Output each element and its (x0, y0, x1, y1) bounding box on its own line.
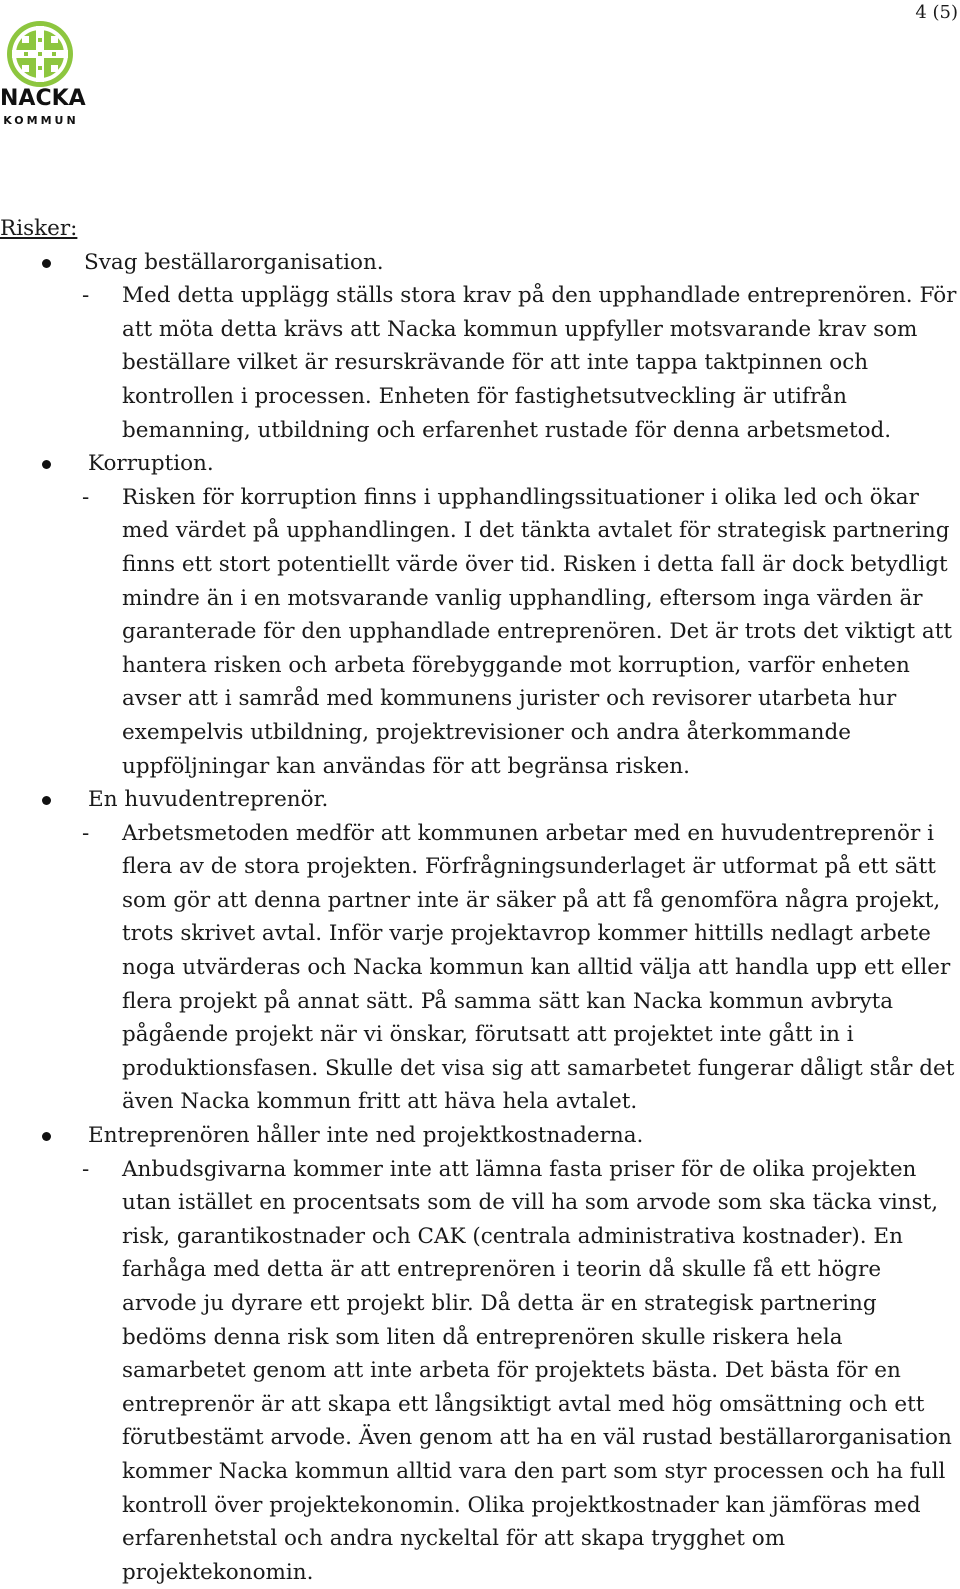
dash-icon: - (82, 1156, 90, 1182)
bullet-icon (42, 460, 51, 469)
dash-icon: - (82, 283, 90, 309)
bullet-item (0, 783, 958, 817)
bullet-text: Svag beställarorganisation. (84, 249, 384, 275)
paragraph-text: Arbetsmetoden medför att kommunen arbetar med en huvudentreprenör i flera av de stora projekten. Förfrågningsunderlaget är utformat på ett sätt som gör att denna partner inte är säker på att få genomföra några projekt, trots skrivet avtal. Inför varje projektavrop kommer hittills nedlagt arbete noga utvärderas och Nacka kommun kan alltid välja att handla upp ett eller flera projekt på annat sätt. På samma sätt kan Nacka kommun avbryta pågående projekt när vi önskar, förutsatt att projektet inte gått in i produktionsfasen. Skulle det visa sig att samarbetet fungerar dåligt står det även Nacka kommun fritt att häva hela avtalet. (122, 820, 955, 1115)
bullet-text: Entreprenören håller inte ned projektkostnaderna. (88, 1123, 644, 1149)
bullet-icon (42, 796, 51, 805)
heading: Risker: (0, 216, 78, 241)
bullet-icon (42, 259, 51, 268)
paragraph-text: Med detta upplägg ställs stora krav på den upphandlade entreprenören. För att möta detta krävs att Nacka kommun uppfyller motsvarande krav som beställare vilket är resurskrävande för att inte tappa taktpinnen och kontrollen i processen. Enheten för fastighetsutveckling är utifrån bemanning, utbildning och erfarenhet rustade för denna arbetsmetod. (122, 283, 957, 443)
dash-paragraph (0, 279, 958, 447)
logo-name: NACKA (0, 86, 86, 111)
logo-sub: KOMMUN (3, 114, 79, 127)
document-body (0, 212, 958, 1589)
dash-icon: - (82, 484, 90, 510)
paragraph-text: Anbudsgivarna kommer inte att lämna fasta priser för de olika projekten utan istället en procentsats som de vill ha som arvode som ska täcka vinst, risk, garantikostnader och CAK (centrala administrativa kostnader). En farhåga med detta är att entreprenören i teorin då skulle få ett högre arvode ju dyrare ett projekt blir. Då detta är en strategisk partnering bedöms denna risk som liten då entreprenören skulle riskera hela samarbetet genom att inte arbeta för projektets bästa. Det bästa för en entreprenör är att skapa ett långsiktigt avtal med hög omsättning och ett förutbestämt arvode. Även genom att ha en väl rustad beställarorganisation kommer Nacka kommun alltid vara den part som styr processen och ha full kontroll över projektekonomin. Olika projektkostnader kan jämföras med erfarenhetstal och andra nyckeltal för att skapa trygghet om projektekonomin. (122, 1156, 952, 1585)
bullet-item (0, 447, 958, 481)
dash-paragraph (0, 817, 958, 1119)
paragraph-text: Risken för korruption finns i upphandlingssituationer i olika led och ökar med värdet på upphandlingen. I det tänkta avtalet för strategisk partnering finns ett stort potentiellt värde över tid. Risken i detta fall är dock betydligt mindre än i en motsvarande vanlig upphandling, eftersom inga värden är garanterade för den upphandlade entreprenören. Det är trots det viktigt att hantera risken och arbeta förebyggande mot korruption, varför enheten avser att i samråd med kommunens jurister och revisorer utarbeta hur exempelvis utbildning, projektrevisioner och andra återkommande uppföljningar kan användas för att begränsa risken. (122, 484, 953, 779)
bullet-icon (42, 1132, 51, 1141)
bullet-text: En huvudentreprenör. (88, 787, 329, 813)
page-number: 4 (5) (915, 2, 958, 23)
dash-paragraph (0, 1153, 958, 1589)
bullet-text: Korruption. (88, 451, 214, 477)
dash-icon: - (82, 820, 90, 846)
bullet-item (0, 246, 958, 280)
dash-paragraph (0, 481, 958, 783)
bullet-item (0, 1119, 958, 1153)
